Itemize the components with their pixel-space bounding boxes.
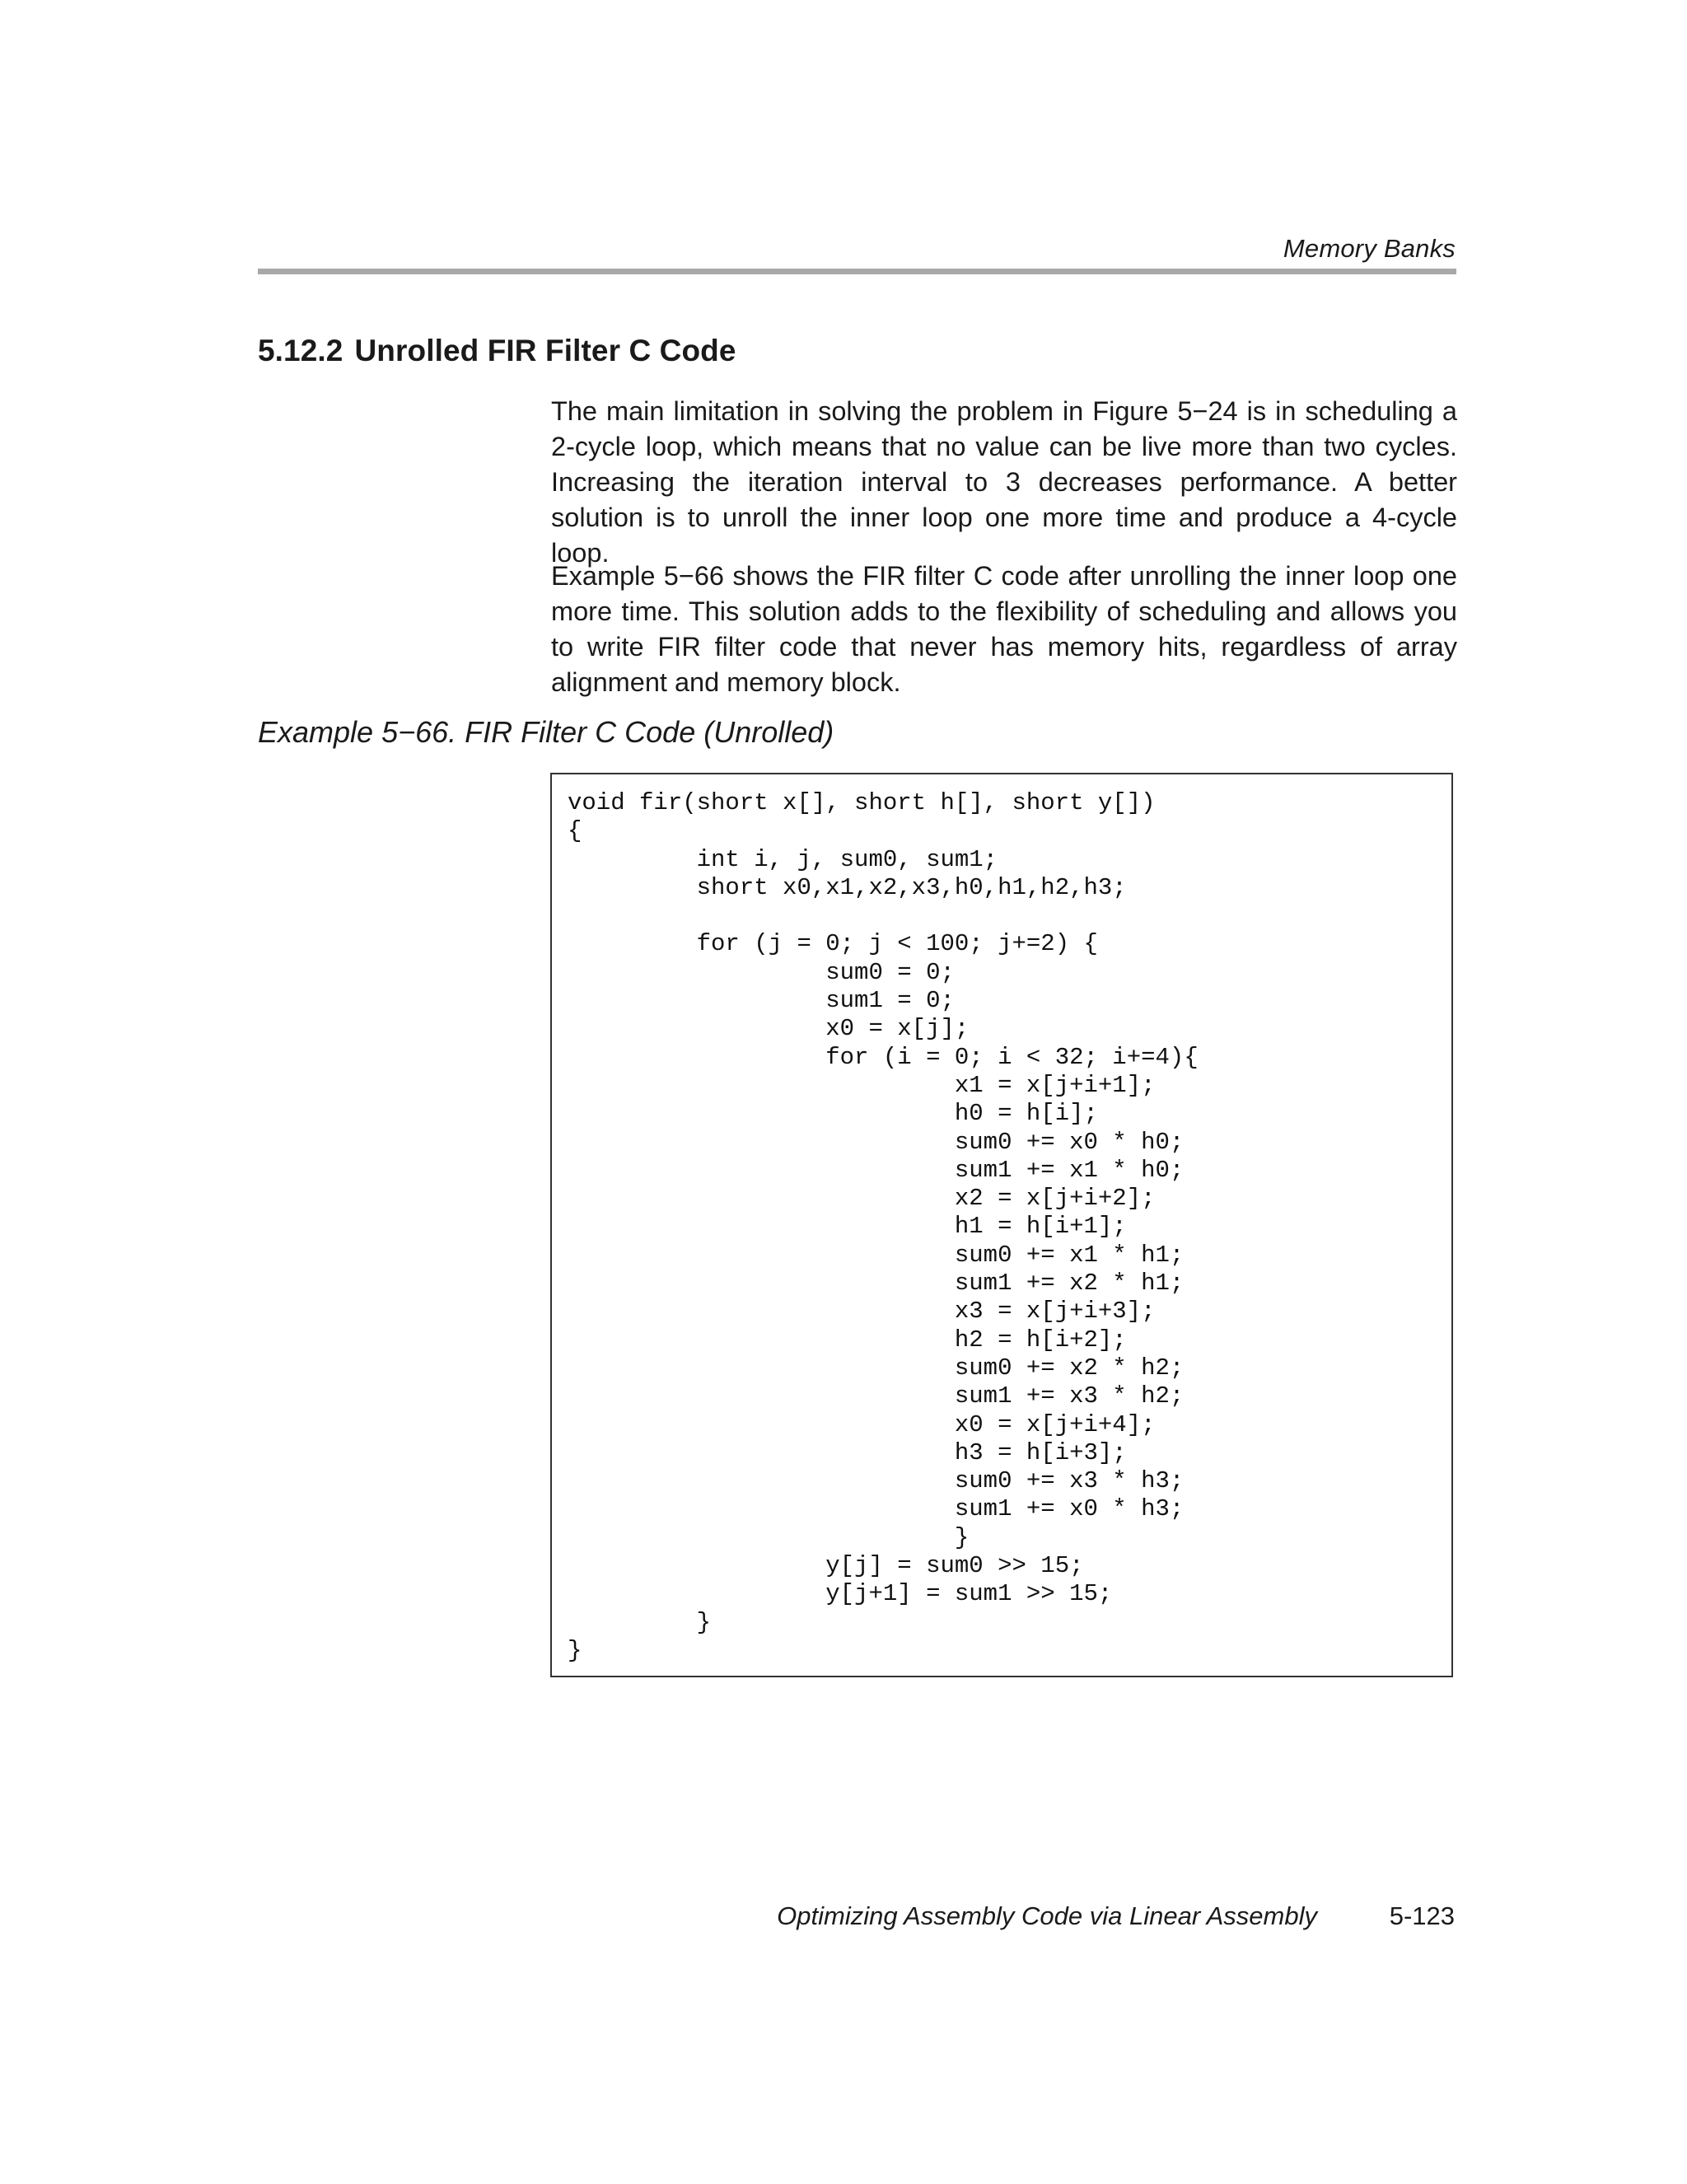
section-number: 5.12.2 [258,334,343,367]
code-listing: void fir(short x[], short h[], short y[]) { int i, j, sum0, sum1; short x0,x1,x2,x3,h0,h1,h2,h3; for (j = 0; j < 100; j+=2) { sum0 = 0; sum1 = 0; x0 = x[j]; for (i = 0; i < 32; i+=4){ x1 = x[j+i+1]; h0 = h[i]; sum0 += x0 * h0; sum1 += x1 * h0; x2 = x[j+i+2]; h1 = h[i+1]; sum0 += x1 * h1; sum1 += x2 * h1; x3 = x[j+i+3]; h2 = h[i+2]; sum0 += x2 * h2; sum1 += x3 * h2; x0 = x[j+i+4]; h3 = h[i+3]; sum0 += x3 * h3; sum1 += x0 * h3; } y[j] = sum0 >> 15; y[j+1] = sum1 >> 15; } } [568,789,1199,1664]
body-paragraph: Example 5−66 shows the FIR filter C code after unrolling the inner loop one more time. This solution adds to the flexibility of scheduling and allows you to write FIR filter code that never has memory hits, regardless of array alignment and memory block. [551,561,1457,697]
footer-book-title: Optimizing Assembly Code via Linear Assembly [777,1901,1317,1930]
code-listing-box [550,773,1453,1677]
section-title: Unrolled FIR Filter C Code [354,334,736,367]
section-heading [258,334,736,368]
running-header: Memory Banks [1283,234,1456,263]
footer-page-number: 5-123 [1389,1901,1455,1930]
body-paragraph: The main limitation in solving the problem in Figure 5−24 is in scheduling a 2-cycle loop, which means that no value can be live more than two cycles. Increasing the iteration interval to 3 decreases performance. A better solution is to unroll the inner loop one more time and produce a 4-cycle loop. [551,396,1457,568]
example-caption: Example 5−66. FIR Filter C Code (Unrolled) [258,715,834,749]
header-rule [258,269,1456,274]
